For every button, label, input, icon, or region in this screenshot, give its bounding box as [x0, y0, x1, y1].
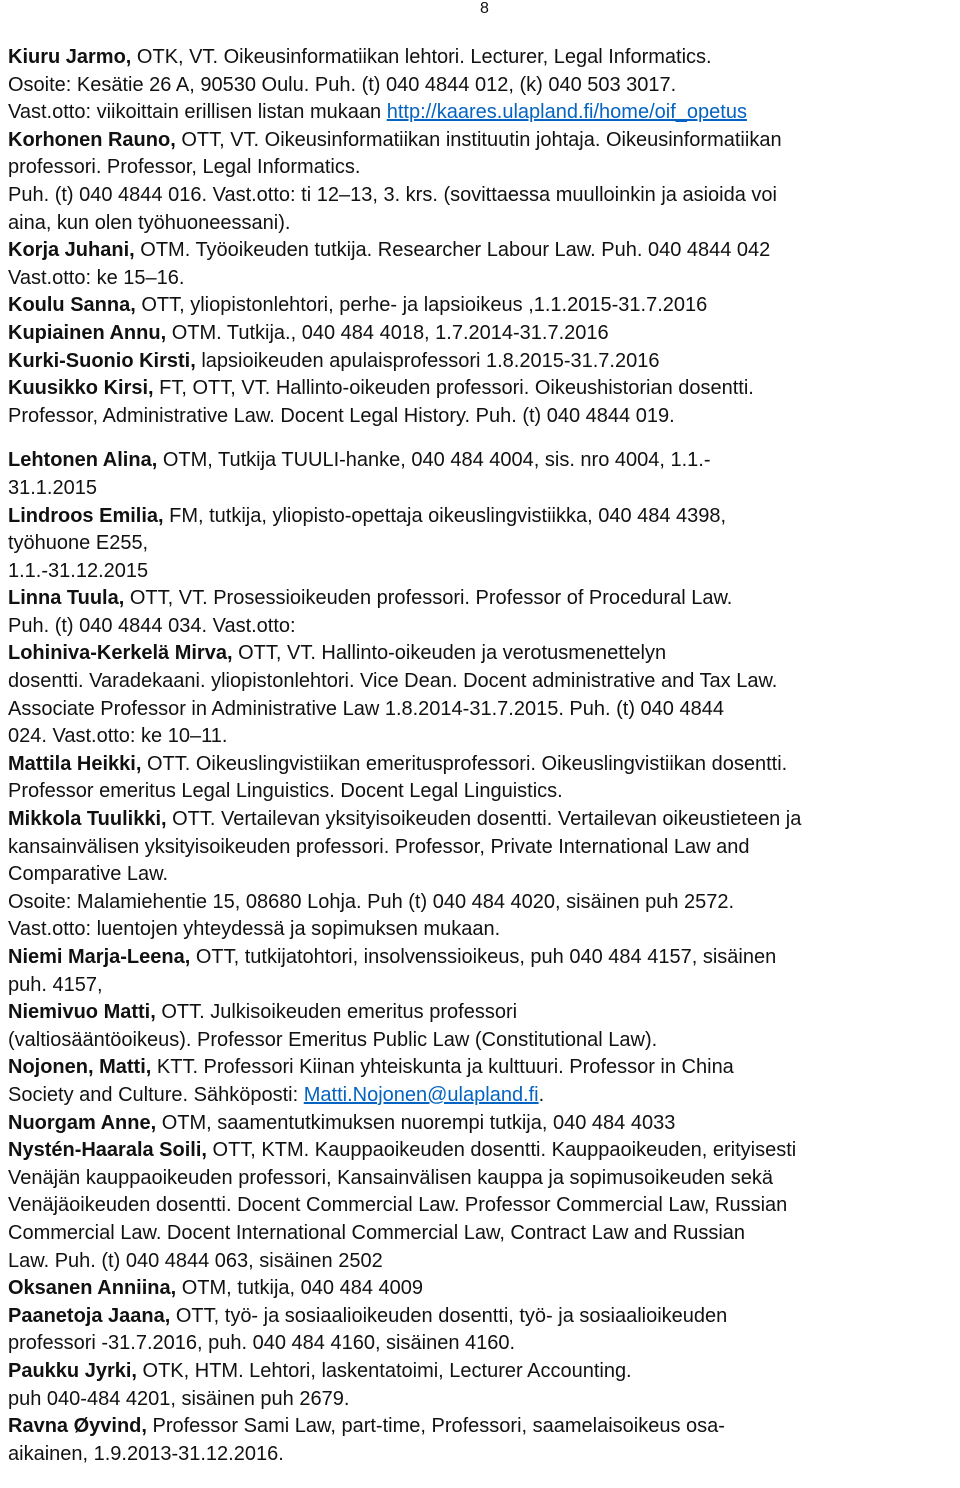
entry-text: Professor, Administrative Law. Docent Legal History. Puh. (t) 040 4844 019. — [8, 404, 675, 427]
directory-line — [8, 1054, 956, 1082]
person-name: Lohiniva-Kerkelä Mirva, — [8, 642, 233, 665]
entry-text: OTK, HTM. Lehtori, laskentatoimi, Lecturer Accounting. — [136, 1359, 632, 1382]
entry-text: Osoite: Kesätie 26 A, 90530 Oulu. Puh. (t) 040 4844 012, (k) 040 503 3017. — [8, 73, 677, 96]
entry-text: OTT, VT. Oikeusinformatiikan instituutin johtaja. Oikeusinformatiikan — [175, 128, 782, 151]
directory-line — [8, 640, 956, 668]
directory-line — [8, 265, 956, 293]
link[interactable]: http://kaares.ulapland.fi/home/oif_opetus — [386, 101, 747, 124]
entry-text: Commercial Law. Docent International Commercial Law, Contract Law and Russian — [8, 1221, 746, 1244]
entry-text: aikainen, 1.9.2013-31.12.2016. — [8, 1442, 284, 1465]
person-name: Niemi Marja-Leena, — [8, 946, 191, 968]
entry-text: OTT, VT. Prosessioikeuden professori. Professor of Procedural Law. — [124, 587, 733, 610]
directory-line — [8, 751, 956, 779]
entry-text: OTT. Julkisoikeuden emeritus professori — [155, 1001, 518, 1024]
entry-text: Comparative Law. — [8, 863, 169, 886]
entry-text: Associate Professor in Administrative Law 1.8.2014-31.7.2015. Puh. (t) 040 4844 — [8, 697, 724, 720]
person-name: Linna Tuula, — [8, 587, 125, 610]
directory-line — [8, 1358, 956, 1386]
person-name: Lindroos Emilia, — [8, 504, 164, 527]
directory-line — [8, 475, 956, 503]
entry-text: OTM, saamentutkimuksen nuorempi tutkija, 040 484 4033 — [156, 1111, 676, 1134]
person-name: Kurki-Suonio Kirsti, — [8, 349, 196, 372]
staff-directory — [8, 44, 956, 1468]
entry-text: 1.1.-31.12.2015 — [8, 559, 149, 582]
directory-line — [8, 1110, 956, 1138]
directory-line — [8, 127, 956, 155]
entry-text: FM, tutkija, yliopisto-opettaja oikeuslingvistiikka, 040 484 4398, — [163, 504, 727, 527]
directory-line — [8, 1413, 956, 1441]
entry-text: Society and Culture. Sähköposti: — [8, 1083, 304, 1106]
entry-text: Vast.otto: luentojen yhteydessä ja sopimuksen mukaan. — [8, 918, 501, 941]
directory-line — [8, 1386, 956, 1414]
directory-line — [8, 1137, 956, 1165]
person-name: Kuusikko Kirsi, — [8, 377, 154, 400]
directory-line — [8, 1192, 956, 1220]
entry-text: aina, kun olen työhuoneessani). — [8, 211, 291, 234]
person-name: Lehtonen Alina, — [8, 449, 158, 472]
directory-line — [8, 237, 956, 265]
entry-text: (valtiosääntöoikeus). Professor Emeritus Public Law (Constitutional Law). — [8, 1028, 658, 1051]
person-name: Nuorgam Anne, — [8, 1111, 157, 1134]
entry-text: Professor Sami Law, part-time, Professori, saamelaisoikeus osa- — [146, 1415, 725, 1438]
directory-line — [8, 99, 956, 127]
directory-line — [8, 1303, 956, 1331]
entry-text: Venäjäoikeuden dosentti. Docent Commercial Law. Professor Commercial Law, Russian — [8, 1194, 788, 1217]
person-name: Korja Juhani, — [8, 239, 135, 262]
entry-text: 31.1.2015 — [8, 476, 97, 499]
directory-line — [8, 916, 956, 944]
entry-text: Law. Puh. (t) 040 4844 063, sisäinen 2502 — [8, 1249, 383, 1272]
person-name: Kiuru Jarmo, — [8, 46, 132, 68]
directory-line — [8, 778, 956, 806]
directory-line — [8, 72, 956, 100]
person-name: Mikkola Tuulikki, — [8, 808, 167, 831]
entry-text: lapsioikeuden apulaisprofessori 1.8.2015-31.7.2016 — [195, 349, 660, 372]
directory-line — [8, 320, 956, 348]
entry-text: OTM, Tutkija TUULI-hanke, 040 484 4004, sis. nro 4004, 1.1.- — [157, 449, 711, 472]
directory-line — [8, 292, 956, 320]
person-name: Korhonen Rauno, — [8, 128, 176, 151]
entry-text: Vast.otto: ke 15–16. — [8, 266, 185, 289]
person-name: Kupiainen Annu, — [8, 321, 167, 344]
directory-line — [8, 1165, 956, 1193]
entry-text: Puh. (t) 040 4844 016. Vast.otto: ti 12–13, 3. krs. (sovittaessa muulloinkin ja asioida voi — [8, 183, 777, 206]
directory-line — [8, 1275, 956, 1303]
directory-line — [8, 889, 956, 917]
entry-text: Professor emeritus Legal Linguistics. Docent Legal Linguistics. — [8, 780, 563, 803]
page-number: 8 — [480, 0, 489, 17]
entry-text: FT, OTT, VT. Hallinto-oikeuden professori. Oikeushistorian dosentti. — [153, 377, 754, 400]
directory-line — [8, 1220, 956, 1248]
entry-text: Venäjän kauppaoikeuden professori, Kansainvälisen kauppa ja sopimusoikeuden sekä — [8, 1166, 773, 1189]
directory-line — [8, 972, 956, 1000]
person-name: Oksanen Anniina, — [8, 1277, 177, 1300]
person-name: Ravna Øyvind, — [8, 1415, 147, 1438]
directory-line — [8, 613, 956, 641]
directory-line — [8, 999, 956, 1027]
entry-text: Vast.otto: viikoittain erillisen listan mukaan — [8, 101, 387, 124]
entry-text: OTM. Tutkija., 040 484 4018, 1.7.2014-31.7.2016 — [166, 321, 609, 344]
entry-text: OTT. Oikeuslingvistiikan emeritusprofessori. Oikeuslingvistiikan dosentti. — [141, 752, 788, 775]
directory-line — [8, 1441, 956, 1469]
directory-line — [8, 530, 956, 558]
paragraph-gap — [8, 430, 956, 447]
directory-line — [8, 1027, 956, 1055]
entry-text: OTT, yliopistonlehtori, perhe- ja lapsioikeus ,1.1.2015-31.7.2016 — [135, 294, 708, 317]
entry-text: työhuone E255, — [8, 532, 149, 555]
entry-text: KTT. Professori Kiinan yhteiskunta ja kulttuuri. Professor in China — [151, 1056, 734, 1079]
directory-line — [8, 1082, 956, 1110]
entry-text: OTM, tutkija, 040 484 4009 — [176, 1277, 423, 1300]
entry-text: OTT, työ- ja sosiaalioikeuden dosentti, työ- ja sosiaalioikeuden — [170, 1304, 728, 1327]
directory-line — [8, 696, 956, 724]
directory-line — [8, 348, 956, 376]
directory-line — [8, 403, 956, 431]
directory-line — [8, 210, 956, 238]
directory-line — [8, 585, 956, 613]
person-name: Mattila Heikki, — [8, 752, 142, 775]
entry-text: Puh. (t) 040 4844 034. Vast.otto: — [8, 614, 296, 637]
directory-line — [8, 1330, 956, 1358]
directory-line — [8, 375, 956, 403]
entry-text: puh 040-484 4201, sisäinen puh 2679. — [8, 1387, 350, 1410]
directory-line — [8, 861, 956, 889]
directory-line — [8, 806, 956, 834]
directory-line — [8, 44, 956, 72]
entry-text: 024. Vast.otto: ke 10–11. — [8, 725, 228, 748]
directory-line — [8, 668, 956, 696]
entry-text: OTT, KTM. Kauppaoikeuden dosentti. Kauppaoikeuden, erityisesti — [206, 1139, 797, 1162]
directory-line — [8, 558, 956, 586]
entry-text: . — [538, 1083, 545, 1106]
directory-line — [8, 723, 956, 751]
directory-line — [8, 944, 956, 972]
entry-text: OTT, tutkijatohtori, insolvenssioikeus, puh 040 484 4157, sisäinen — [190, 946, 777, 968]
entry-text: OTK, VT. Oikeusinformatiikan lehtori. Lecturer, Legal Informatics. — [131, 46, 712, 68]
person-name: Nystén-Haarala Soili, — [8, 1139, 207, 1162]
person-name: Nojonen, Matti, — [8, 1056, 152, 1079]
directory-line — [8, 1248, 956, 1276]
directory-line — [8, 154, 956, 182]
entry-text: OTT, VT. Hallinto-oikeuden ja verotusmenettelyn — [232, 642, 667, 665]
entry-text: puh. 4157, — [8, 973, 103, 996]
entry-text: Osoite: Malamiehentie 15, 08680 Lohja. Puh (t) 040 484 4020, sisäinen puh 2572. — [8, 890, 735, 913]
directory-line — [8, 182, 956, 210]
directory-line — [8, 447, 956, 475]
entry-text: dosentti. Varadekaani. yliopistonlehtori. Vice Dean. Docent administrative and Tax Law. — [8, 670, 778, 693]
person-name: Niemivuo Matti, — [8, 1001, 156, 1024]
entry-text: OTT. Vertailevan yksityisoikeuden dosentti. Vertailevan oikeustieteen ja — [166, 808, 802, 831]
person-name: Paukku Jyrki, — [8, 1359, 137, 1382]
directory-line — [8, 503, 956, 531]
entry-text: professori -31.7.2016, puh. 040 484 4160, sisäinen 4160. — [8, 1332, 516, 1355]
directory-line — [8, 834, 956, 862]
entry-text: kansainvälisen yksityisoikeuden professori. Professor, Private International Law and — [8, 835, 750, 858]
entry-text: professori. Professor, Legal Informatics. — [8, 156, 361, 179]
entry-text: OTM. Työoikeuden tutkija. Researcher Labour Law. Puh. 040 4844 042 — [134, 239, 771, 262]
link[interactable]: Matti.Nojonen@ulapland.fi — [303, 1083, 539, 1106]
person-name: Koulu Sanna, — [8, 294, 136, 317]
person-name: Paanetoja Jaana, — [8, 1304, 171, 1327]
